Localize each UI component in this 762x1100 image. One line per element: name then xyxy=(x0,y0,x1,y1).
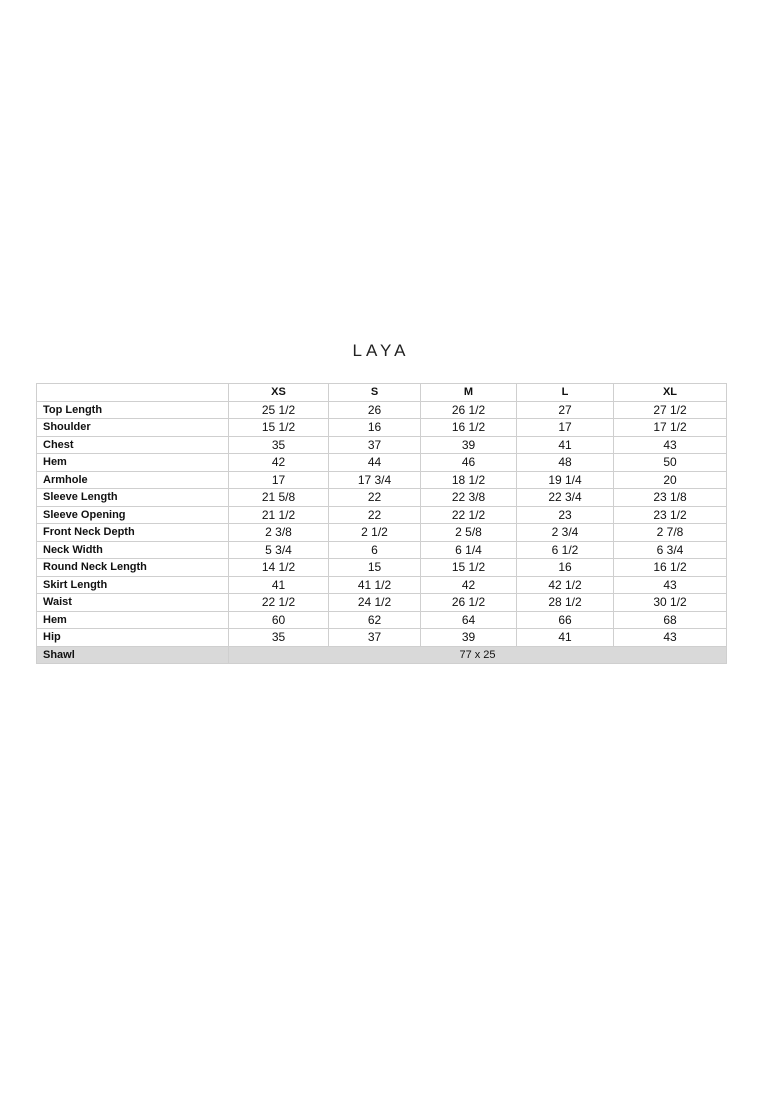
header-size-m: M xyxy=(421,384,517,402)
cell-value: 15 1/2 xyxy=(229,419,329,437)
cell-value: 25 1/2 xyxy=(229,401,329,419)
table-row xyxy=(37,489,727,507)
row-label: Skirt Length xyxy=(37,576,229,594)
cell-value: 21 5/8 xyxy=(229,489,329,507)
header-size-l: L xyxy=(517,384,614,402)
cell-value: 37 xyxy=(329,436,421,454)
cell-value: 22 xyxy=(329,489,421,507)
row-label: Shawl xyxy=(37,646,229,664)
cell-value: 17 3/4 xyxy=(329,471,421,489)
row-label: Hem xyxy=(37,454,229,472)
cell-value: 16 1/2 xyxy=(614,559,727,577)
header-corner xyxy=(37,384,229,402)
cell-value: 42 xyxy=(421,576,517,594)
cell-value: 6 1/4 xyxy=(421,541,517,559)
cell-value: 26 xyxy=(329,401,421,419)
cell-value: 23 1/8 xyxy=(614,489,727,507)
shawl-value: 77 x 25 xyxy=(229,646,727,664)
cell-value: 35 xyxy=(229,436,329,454)
cell-value: 42 xyxy=(229,454,329,472)
cell-value: 27 1/2 xyxy=(614,401,727,419)
table-row xyxy=(37,436,727,454)
cell-value: 44 xyxy=(329,454,421,472)
size-chart-table xyxy=(36,383,727,664)
row-label: Hip xyxy=(37,629,229,647)
cell-value: 16 xyxy=(517,559,614,577)
cell-value: 23 xyxy=(517,506,614,524)
cell-value: 2 5/8 xyxy=(421,524,517,542)
cell-value: 15 xyxy=(329,559,421,577)
table-row xyxy=(37,594,727,612)
cell-value: 39 xyxy=(421,629,517,647)
shawl-row xyxy=(37,646,727,664)
cell-value: 2 7/8 xyxy=(614,524,727,542)
cell-value: 43 xyxy=(614,576,727,594)
cell-value: 66 xyxy=(517,611,614,629)
cell-value: 37 xyxy=(329,629,421,647)
page-title: LAYA xyxy=(352,341,410,360)
cell-value: 50 xyxy=(614,454,727,472)
cell-value: 23 1/2 xyxy=(614,506,727,524)
cell-value: 26 1/2 xyxy=(421,594,517,612)
cell-value: 28 1/2 xyxy=(517,594,614,612)
cell-value: 15 1/2 xyxy=(421,559,517,577)
cell-value: 18 1/2 xyxy=(421,471,517,489)
cell-value: 2 1/2 xyxy=(329,524,421,542)
cell-value: 17 xyxy=(229,471,329,489)
cell-value: 2 3/8 xyxy=(229,524,329,542)
cell-value: 62 xyxy=(329,611,421,629)
cell-value: 17 xyxy=(517,419,614,437)
cell-value: 68 xyxy=(614,611,727,629)
cell-value: 39 xyxy=(421,436,517,454)
row-label: Shoulder xyxy=(37,419,229,437)
cell-value: 48 xyxy=(517,454,614,472)
row-label: Chest xyxy=(37,436,229,454)
table-row xyxy=(37,401,727,419)
cell-value: 26 1/2 xyxy=(421,401,517,419)
row-label: Neck Width xyxy=(37,541,229,559)
cell-value: 2 3/4 xyxy=(517,524,614,542)
cell-value: 46 xyxy=(421,454,517,472)
cell-value: 43 xyxy=(614,629,727,647)
cell-value: 22 1/2 xyxy=(421,506,517,524)
cell-value: 6 xyxy=(329,541,421,559)
table-row xyxy=(37,611,727,629)
cell-value: 41 xyxy=(517,436,614,454)
cell-value: 21 1/2 xyxy=(229,506,329,524)
cell-value: 41 xyxy=(229,576,329,594)
cell-value: 17 1/2 xyxy=(614,419,727,437)
cell-value: 42 1/2 xyxy=(517,576,614,594)
cell-value: 22 3/8 xyxy=(421,489,517,507)
table-row xyxy=(37,454,727,472)
header-size-xs: XS xyxy=(229,384,329,402)
cell-value: 41 1/2 xyxy=(329,576,421,594)
header-size-xl: XL xyxy=(614,384,727,402)
cell-value: 6 3/4 xyxy=(614,541,727,559)
table-row xyxy=(37,419,727,437)
header-size-s: S xyxy=(329,384,421,402)
table-row xyxy=(37,524,727,542)
cell-value: 24 1/2 xyxy=(329,594,421,612)
cell-value: 35 xyxy=(229,629,329,647)
cell-value: 19 1/4 xyxy=(517,471,614,489)
cell-value: 60 xyxy=(229,611,329,629)
cell-value: 14 1/2 xyxy=(229,559,329,577)
cell-value: 16 1/2 xyxy=(421,419,517,437)
table-row xyxy=(37,541,727,559)
row-label: Top Length xyxy=(37,401,229,419)
table-row xyxy=(37,471,727,489)
row-label: Waist xyxy=(37,594,229,612)
cell-value: 6 1/2 xyxy=(517,541,614,559)
cell-value: 20 xyxy=(614,471,727,489)
row-label: Sleeve Length xyxy=(37,489,229,507)
table-row xyxy=(37,559,727,577)
cell-value: 22 1/2 xyxy=(229,594,329,612)
row-label: Round Neck Length xyxy=(37,559,229,577)
row-label: Front Neck Depth xyxy=(37,524,229,542)
row-label: Armhole xyxy=(37,471,229,489)
row-label: Hem xyxy=(37,611,229,629)
cell-value: 22 xyxy=(329,506,421,524)
table-header-row xyxy=(37,384,727,402)
table-row xyxy=(37,506,727,524)
table-row xyxy=(37,629,727,647)
cell-value: 22 3/4 xyxy=(517,489,614,507)
row-label: Sleeve Opening xyxy=(37,506,229,524)
cell-value: 64 xyxy=(421,611,517,629)
table-row xyxy=(37,576,727,594)
cell-value: 27 xyxy=(517,401,614,419)
cell-value: 41 xyxy=(517,629,614,647)
cell-value: 30 1/2 xyxy=(614,594,727,612)
cell-value: 43 xyxy=(614,436,727,454)
cell-value: 5 3/4 xyxy=(229,541,329,559)
cell-value: 16 xyxy=(329,419,421,437)
